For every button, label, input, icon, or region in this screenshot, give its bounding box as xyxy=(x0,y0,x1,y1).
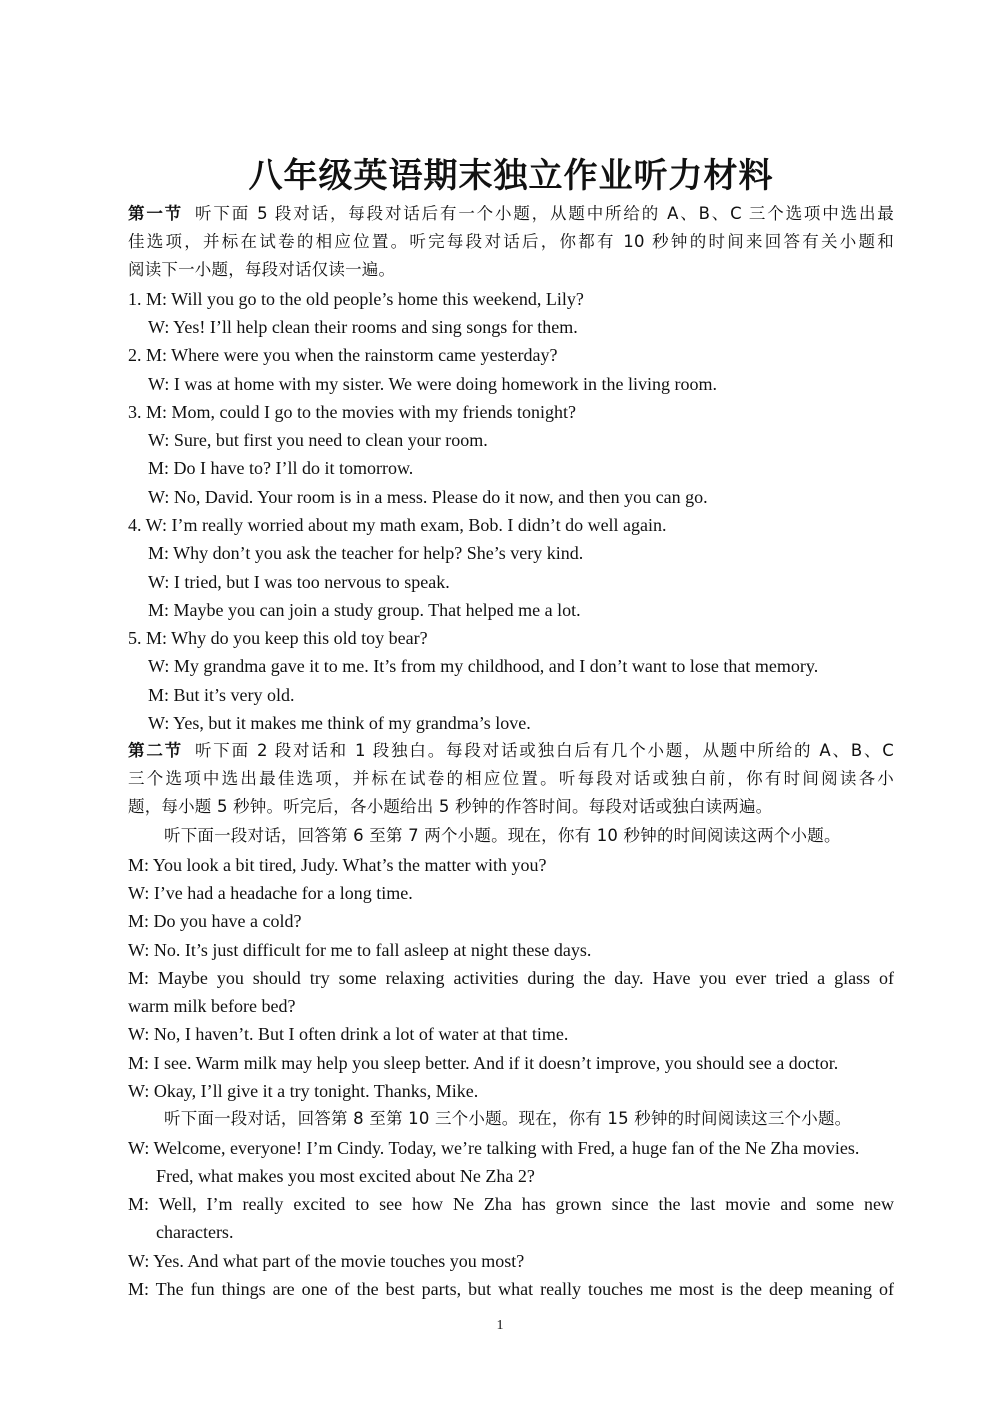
part2-instruction-line: 第二节 听下面 2 段对话和 1 段独白。每段对话或独白后有几个小题，从题中所给的 A、B、C xyxy=(128,741,894,760)
dialogue-line: M: Maybe you can join a study group. That helped me a lot. xyxy=(148,600,581,620)
section-intro: 听下面一段对话，回答第 8 至第 10 三个小题。现在，你有 15 秒钟的时间阅读这三个小题。 xyxy=(164,1109,852,1128)
dialogue-line: W: No. It’s just difficult for me to fall asleep at night these days. xyxy=(128,940,592,960)
part2-instruction-line: 三个选项中选出最佳选项，并标在试卷的相应位置。听每段对话或独白前，你有时间阅读各小 xyxy=(128,769,894,788)
part1-instruction-line: 佳选项，并标在试卷的相应位置。听完每段对话后，你都有 10 秒钟的时间来回答有关小题和 xyxy=(128,232,894,251)
section-intro: 听下面一段对话，回答第 6 至第 7 两个小题。现在，你有 10 秒钟的时间阅读这两个小题。 xyxy=(164,826,841,845)
dialogue-line: W: I tried, but I was too nervous to speak. xyxy=(148,572,450,592)
dialogue-line: W: I was at home with my sister. We were doing homework in the living room. xyxy=(148,374,717,394)
dialogue-line: M: But it’s very old. xyxy=(148,685,295,705)
dialogue-line: W: Okay, I’ll give it a try tonight. Thanks, Mike. xyxy=(128,1081,479,1101)
dialogue-line: W: My grandma gave it to me. It’s from my childhood, and I don’t want to lose that memory. xyxy=(148,656,819,676)
part2-label: 第二节 xyxy=(128,741,183,760)
dialogue-line: W: Yes, but it makes me think of my grandma’s love. xyxy=(148,713,531,733)
part2-instruction-line: 题，每小题 5 秒钟。听完后，各小题给出 5 秒钟的作答时间。每段对话或独白读两遍。 xyxy=(128,797,773,816)
dialogue-line: M: Do you have a cold? xyxy=(128,911,302,931)
dialogue-line: M: Maybe you should try some relaxing activities during the day. Have you ever tried a glass of xyxy=(128,968,894,988)
dialogue-line: 1. M: Will you go to the old people’s home this weekend, Lily? xyxy=(128,289,584,309)
dialogue-line: warm milk before bed? xyxy=(128,996,296,1016)
part1-label: 第一节 xyxy=(128,204,184,223)
dialogue-line: W: Yes! I’ll help clean their rooms and sing songs for them. xyxy=(148,317,578,337)
dialogue-line: M: Well, I’m really excited to see how Ne Zha has grown since the last movie and some new xyxy=(128,1194,894,1214)
dialogue-line: 3. M: Mom, could I go to the movies with my friends tonight? xyxy=(128,402,576,422)
part1-instruction-line: 第一节 听下面 5 段对话，每段对话后有一个小题，从题中所给的 A、B、C 三个选项中选出最 xyxy=(128,204,894,223)
dialogue-line: Fred, what makes you most excited about Ne Zha 2? xyxy=(156,1166,535,1186)
page-title: 八年级英语期末独立作业听力材料 xyxy=(248,156,774,196)
dialogue-line: 5. M: Why do you keep this old toy bear? xyxy=(128,628,428,648)
part1-instruction-line: 阅读下一小题，每段对话仅读一遍。 xyxy=(128,260,396,279)
dialogue-line: M: You look a bit tired, Judy. What’s the matter with you? xyxy=(128,855,547,875)
dialogue-line: characters. xyxy=(156,1222,234,1242)
dialogue-line: M: I see. Warm milk may help you sleep better. And if it doesn’t improve, you should see a doctor. xyxy=(128,1053,839,1073)
page-number: 1 xyxy=(496,1318,504,1333)
dialogue-line: W: No, David. Your room is in a mess. Please do it now, and then you can go. xyxy=(148,487,708,507)
dialogue-line: M: The fun things are one of the best parts, but what really touches me most is the deep meaning of xyxy=(128,1279,894,1299)
dialogue-line: M: Why don’t you ask the teacher for help? She’s very kind. xyxy=(148,543,584,563)
dialogue-line: 2. M: Where were you when the rainstorm came yesterday? xyxy=(128,345,558,365)
dialogue-line: M: Do I have to? I’ll do it tomorrow. xyxy=(148,458,414,478)
dialogue-line: 4. W: I’m really worried about my math exam, Bob. I didn’t do well again. xyxy=(128,515,667,535)
dialogue-line: W: I’ve had a headache for a long time. xyxy=(128,883,413,903)
dialogue-line: W: No, I haven’t. But I often drink a lot of water at that time. xyxy=(128,1024,569,1044)
dialogue-line: W: Welcome, everyone! I’m Cindy. Today, we’re talking with Fred, a huge fan of the Ne Zha movies. xyxy=(128,1138,860,1158)
dialogue-line: W: Yes. And what part of the movie touches you most? xyxy=(128,1251,525,1271)
dialogue-line: W: Sure, but first you need to clean your room. xyxy=(148,430,488,450)
